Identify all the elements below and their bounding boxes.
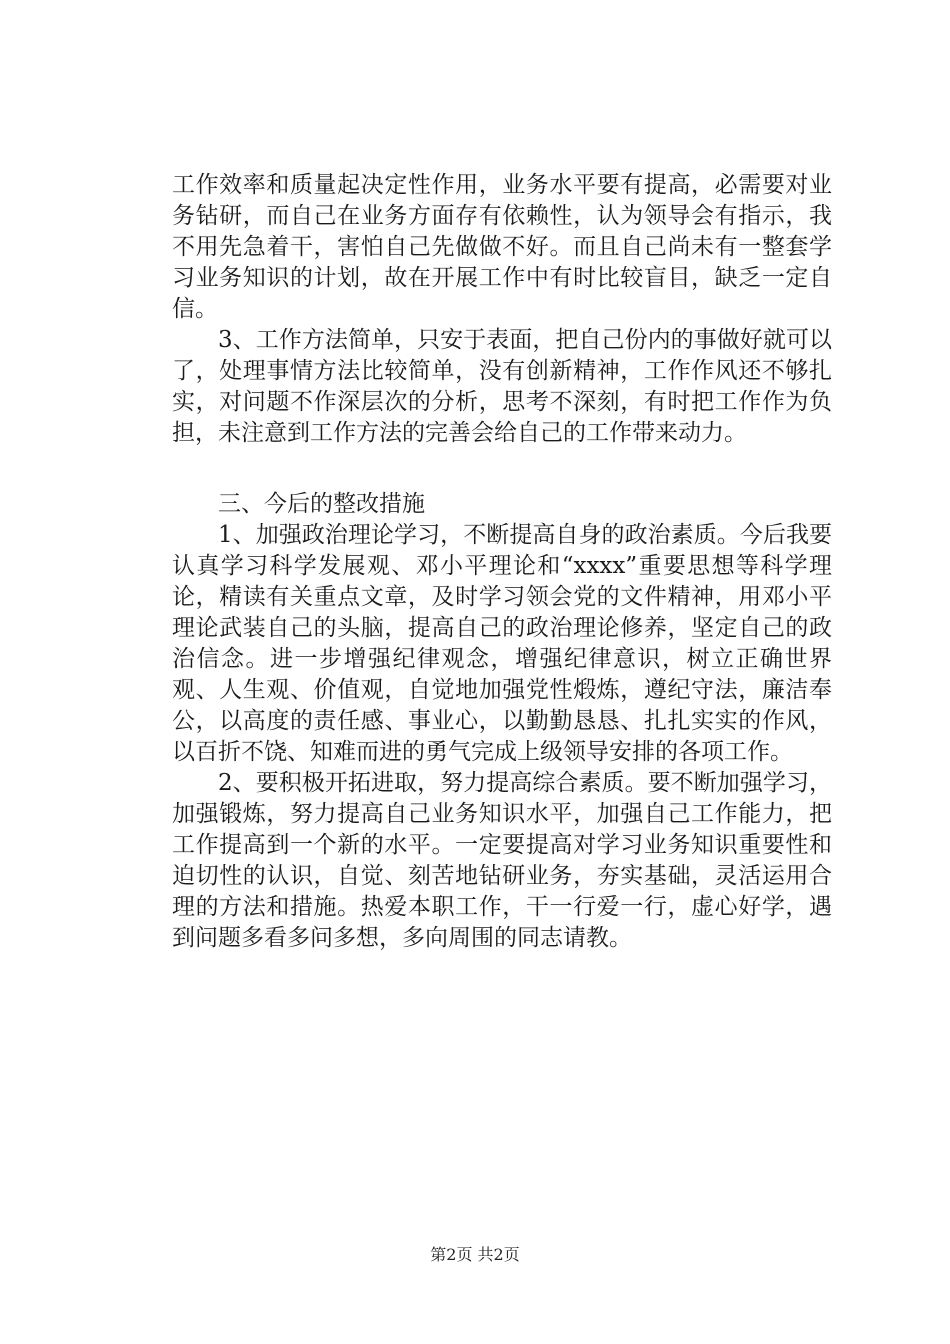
document-body: [172, 170, 832, 954]
paragraph-continued: 工作效率和质量起决定性作用，业务水平要有提高，必需要对业务钻研，而自己在业务方面存有依赖性，认为领导会有指示，我不用先急着干，害怕自己先做做不好。而且自己尚未有一整套学习业务知识的计划，故在开展工作中有时比较盲目，缺乏一定自信。: [172, 172, 832, 322]
paragraph-measure-2: 2、要积极开拓进取，努力提高综合素质。要不断加强学习，加强锻炼，努力提高自己业务知识水平，加强自己工作能力，把工作提高到一个新的水平。一定要提高对学习业务知识重要性和迫切性的认识，自觉、刻苦地钻研业务，夯实基础，灵活运用合理的方法和措施。热爱本职工作，干一行爱一行，虚心好学，遇到问题多看多问多想，多向周围的同志请教。: [172, 770, 832, 951]
paragraph-measure-1: 1、加强政治理论学习，不断提高自身的政治素质。今后我要认真学习科学发展观、邓小平理论和“xxxx”重要思想等科学理论，精读有关重点文章，及时学习领会党的文件精神，用邓小平理论武装自己的头脑，提高自己的政治理论修养，坚定自己的政治信念。进一步增强纪律观念，增强纪律意识，树立正确世界观、人生观、价值观，自觉地加强党性煅炼，遵纪守法，廉洁奉公，以高度的责任感、事业心，以勤勤恳恳、扎扎实实的作风，以百折不饶、知难而进的勇气完成上级领导安排的各项工作。: [172, 522, 832, 765]
section-heading: 三、今后的整改措施: [218, 491, 425, 517]
section-spacer: [172, 449, 832, 489]
page-number-footer: 第2页 共2页: [430, 1245, 520, 1264]
paragraph-item-3: 3、工作方法简单，只安于表面，把自己份内的事做好就可以了，处理事情方法比较简单，没有创新精神，工作作风还不够扎实，对问题不作深层次的分析，思考不深刻，有时把工作作为负担，未注意到工作方法的完善会给自己的工作带来动力。: [172, 327, 832, 446]
